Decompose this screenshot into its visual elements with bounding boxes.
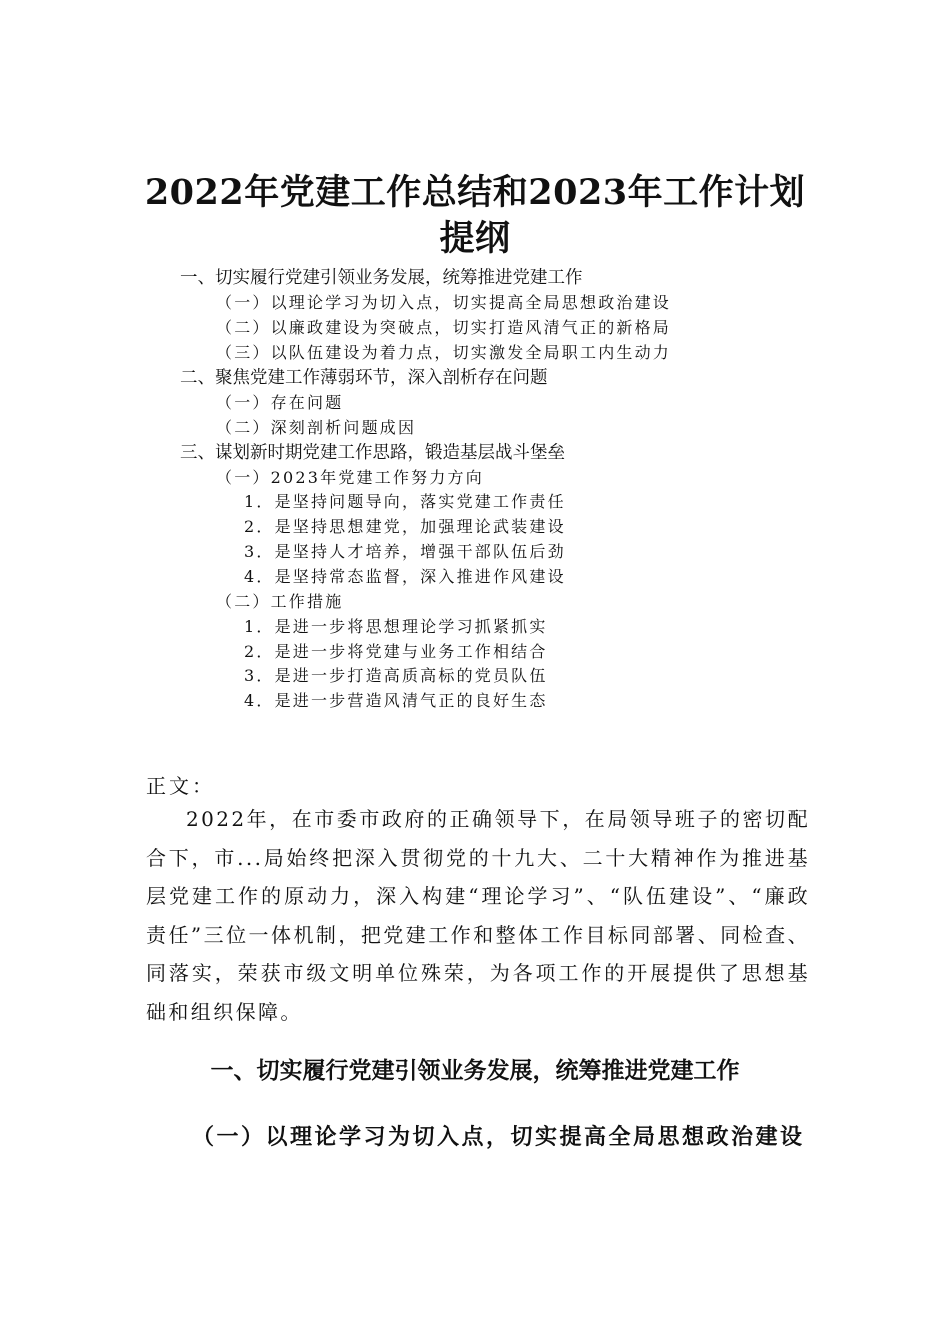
toc-item: 3．是坚持人才培养，增强干部队伍后劲 [244,542,566,561]
intro-paragraph: 2022年，在市委市政府的正确领导下，在局领导班子的密切配合下，市...局始终把深入贯彻党的十九大、二十大精神作为推进基层党建工作的原动力，深入构建“理论学习”、“队伍建设”、“廉政责任”三位一体机制，把党建工作和整体工作目标同部署、同检查、同落实，荣获市级文明单位殊荣，为各项工作的开展提供了思想基础和组织保障。 [146,807,810,1024]
toc-item: （一）存在问题 [216,393,344,412]
toc-item: 2．是坚持思想建党，加强理论武装建设 [244,517,566,536]
document-title-line1: 2022年党建工作总结和2023年工作计划 [144,172,806,213]
toc-item: 4．是坚持常态监督，深入推进作风建设 [244,567,566,586]
toc-item: 一、切实履行党建引领业务发展，统筹推进党建工作 [180,268,583,288]
toc-item: 1．是进一步将思想理论学习抓紧抓实 [244,617,548,636]
toc-item: 3．是进一步打造高质高标的党员队伍 [244,666,548,685]
toc-item: 二、聚焦党建工作薄弱环节，深入剖析存在问题 [180,368,548,388]
toc-item: （二）工作措施 [216,592,344,611]
section-heading: 一、切实履行党建引领业务发展，统筹推进党建工作 [210,1058,740,1084]
toc-item: （一）2023年党建工作努力方向 [216,468,484,487]
toc-item: （二）深刻剖析问题成因 [216,418,417,437]
subsection-heading: （一）以理论学习为切入点，切实提高全局思想政治建设 [192,1124,805,1150]
toc-item: 三、谋划新时期党建工作思路，锻造基层战斗堡垒 [180,443,565,463]
body-label: 正文： [146,774,215,798]
toc-item: （三）以队伍建设为着力点，切实激发全局职工内生动力 [216,343,672,362]
toc-item: 2．是进一步将党建与业务工作相结合 [244,642,548,661]
toc-item: （二）以廉政建设为突破点，切实打造风清气正的新格局 [216,318,672,337]
toc-item: 4．是进一步营造风清气正的良好生态 [244,691,548,710]
document-title-line2: 提纲 [439,218,511,259]
toc-item: 1．是坚持问题导向，落实党建工作责任 [244,492,566,511]
toc-item: （一）以理论学习为切入点，切实提高全局思想政治建设 [216,293,672,312]
